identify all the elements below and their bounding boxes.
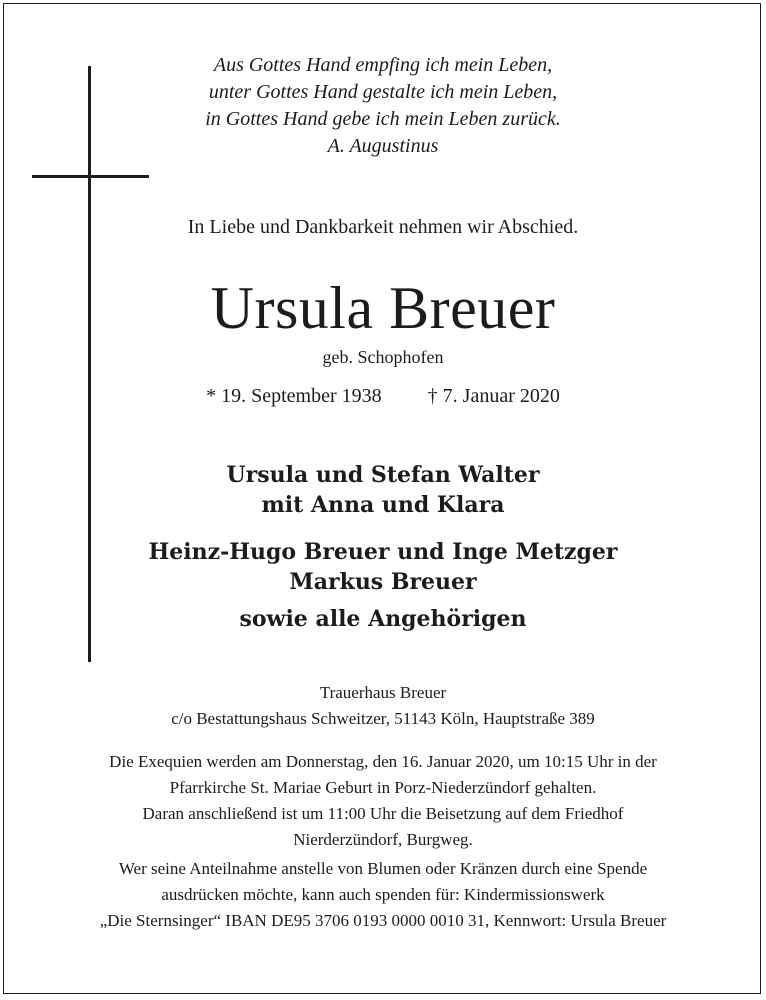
birth-date: * 19. September 1938 (206, 385, 382, 407)
service-line: Daran anschließend ist um 11:00 Uhr die Beisetzung auf dem Friedhof (142, 804, 624, 823)
donation-line: ausdrücken möchte, kann auch spenden für: Kindermissionswerk (161, 885, 605, 904)
address-line: c/o Bestattungshaus Schweitzer, 51143 Köln, Hauptstraße 389 (171, 709, 595, 728)
deceased-name: Ursula Breuer (210, 275, 556, 341)
donation-info (0, 856, 766, 934)
mourner-line: Heinz-Hugo Breuer und Inge Metzger (148, 539, 618, 565)
service-line: Pfarrkirche St. Mariae Geburt in Porz-Niederzündorf gehalten. (169, 778, 597, 797)
address-line: Trauerhaus Breuer (319, 683, 447, 702)
address-block (0, 680, 766, 732)
mourner-line: Ursula und Stefan Walter (226, 462, 540, 488)
mourners-group-2 (0, 537, 766, 597)
mourner-line: sowie alle Angehörigen (239, 606, 527, 632)
life-dates (0, 382, 766, 410)
intro-text: In Liebe und Dankbarkeit nehmen wir Abschied. (187, 216, 579, 238)
death-date: † 7. Januar 2020 (427, 385, 560, 407)
mourners-group-3 (0, 604, 766, 634)
mourner-line: Markus Breuer (289, 569, 477, 595)
maiden-name: geb. Schophofen (322, 347, 444, 367)
service-line: Nierderzündorf, Burgweg. (293, 830, 473, 849)
quote-line: Aus Gottes Hand empfing ich mein Leben, (213, 54, 553, 76)
mourners-group-1 (0, 460, 766, 520)
donation-line: Wer seine Anteilnahme anstelle von Blumen oder Kränzen durch eine Spende (118, 859, 648, 878)
quote-line: unter Gottes Hand gestalte ich mein Leben, (208, 81, 558, 103)
quote-line: in Gottes Hand gebe ich mein Leben zurück. (205, 108, 561, 130)
quote-author: A. Augustinus (327, 135, 439, 157)
mourner-line: mit Anna und Klara (261, 492, 505, 518)
service-line: Die Exequien werden am Donnerstag, den 16. Januar 2020, um 10:15 Uhr in der (109, 752, 657, 771)
service-info (0, 749, 766, 853)
quote-block (0, 52, 766, 160)
donation-line: „Die Sternsinger“ IBAN DE95 3706 0193 0000 0010 31, Kennwort: Ursula Breuer (99, 911, 667, 930)
cross-horizontal-bar (32, 175, 149, 178)
